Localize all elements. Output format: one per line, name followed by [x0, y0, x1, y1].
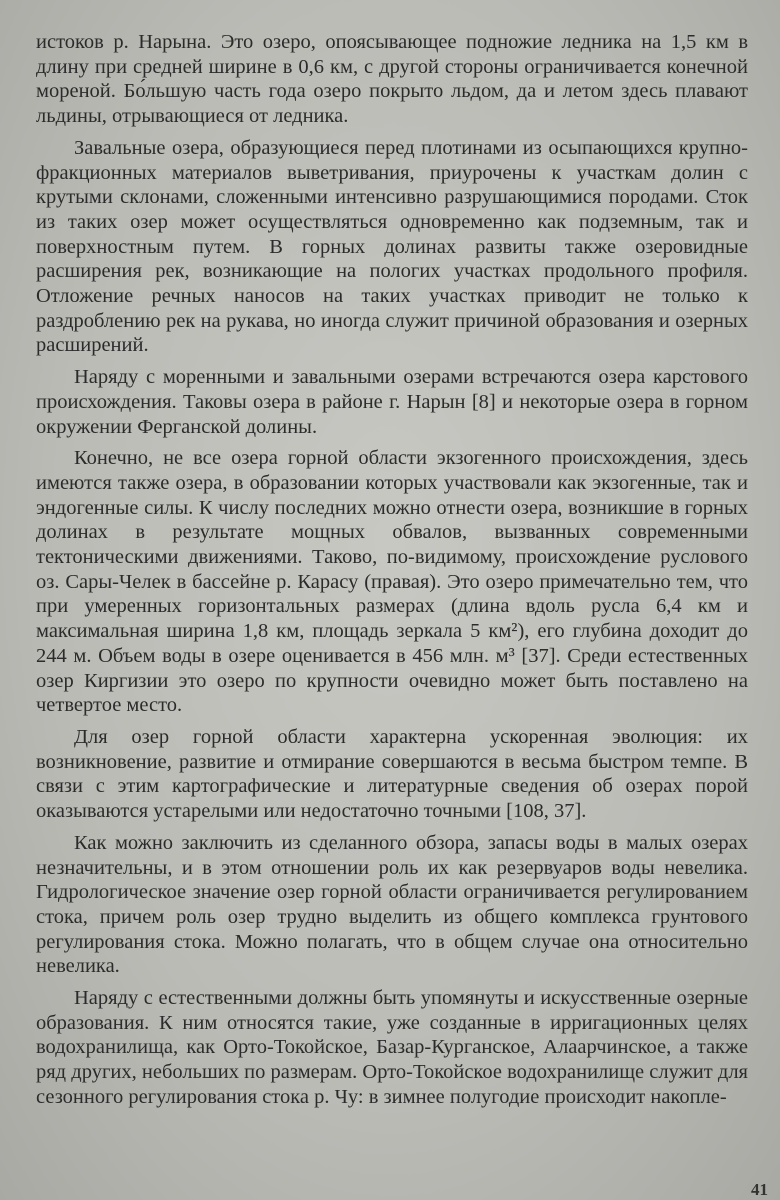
paragraph-5: Для озер горной области характерна ускоренная эволюция: их возникновение, развитие и отмирание совершаются в весьма быстром темпе. В связи с этим картографические и литературные сведения об озерах порой оказываются устарелыми или недостаточно точными [108, 37].: [36, 725, 748, 823]
paragraph-1: истоков р. Нарына. Это озеро, опоясывающее подножие ледника на 1,5 км в длину при средней ширине в 0,6 км, с другой стороны ограничивается конечной мореной. Бо́льшую часть года озеро покрыто льдом, да и летом здесь плавают льдины, отрывающиеся от ледника.: [36, 31, 748, 128]
paragraph-3: Наряду с моренными и завальными озерами встречаются озера карстового происхождения. Таковы озера в районе г. Нарын [8] и некоторые озера в горном окружении Ферганской долины.: [36, 366, 748, 438]
page-number: 41: [751, 1180, 768, 1199]
book-page: [26, 22, 758, 1172]
paragraph-2: Завальные озера, образующиеся перед плотинами из осыпающихся крупно-фракционных материалов выветривания, приурочены к участкам долин с крутыми склонами, сложенными интенсивно разрушающимися породами. Сток из таких озер может осуществляться одновременно как подземным, так и поверхностным путем. В горных долинах развиты также озеровидные расширения рек, возникающие на пологих участках продольного профиля. Отложение речных наносов на таких участках приводит не только к раздроблению рек на рукава, но иногда служит причиной образования и озерных расширений.: [36, 136, 748, 357]
body-text: [36, 30, 748, 1117]
paragraph-4: Конечно, не все озера горной области экзогенного происхождения, здесь имеются также озера, в образовании которых участвовали как экзогенные, так и эндогенные силы. К числу последних можно отнести озера, возникшие в горных долинах в результате мощных обвалов, вызванных современными тектоническими движениями. Таково, по-видимому, происхождение руслового оз. Сары-Челек в бассейне р. Карасу (правая). Это озеро примечательно тем, что при умеренных горизонтальных размерах (длина вдоль русла 6,4 км и максимальная ширина 1,8 км, площадь зеркала 5 км²), его глубина доходит до 244 м. Объем воды в озере оценивается в 456 млн. м³ [37]. Среди естественных озер Киргизии это озеро по крупности очевидно может быть поставлено на четвертое место.: [36, 447, 748, 717]
paragraph-7: Наряду с естественными должны быть упомянуты и искусственные озерные образования. К ним относятся такие, уже созданные в ирригационных целях водохранилища, как Орто-Токойское, Базар-Курганское, Алаарчинское, а также ряд других, небольших по размерам. Орто-Токойское водохранилище служит для сезонного регулирования стока р. Чу: в зимнее полугодие происходит накопле-: [36, 987, 748, 1108]
paragraph-6: Как можно заключить из сделанного обзора, запасы воды в малых озерах незначительны, и в этом отношении роль их как резервуаров воды невелика. Гидрологическое значение озер горной области ограничивается регулированием стока, причем роль озер трудно выделить из общего комплекса грунтового регулирования стока. Можно полагать, что в общем случае она относительно невелика.: [36, 831, 748, 978]
